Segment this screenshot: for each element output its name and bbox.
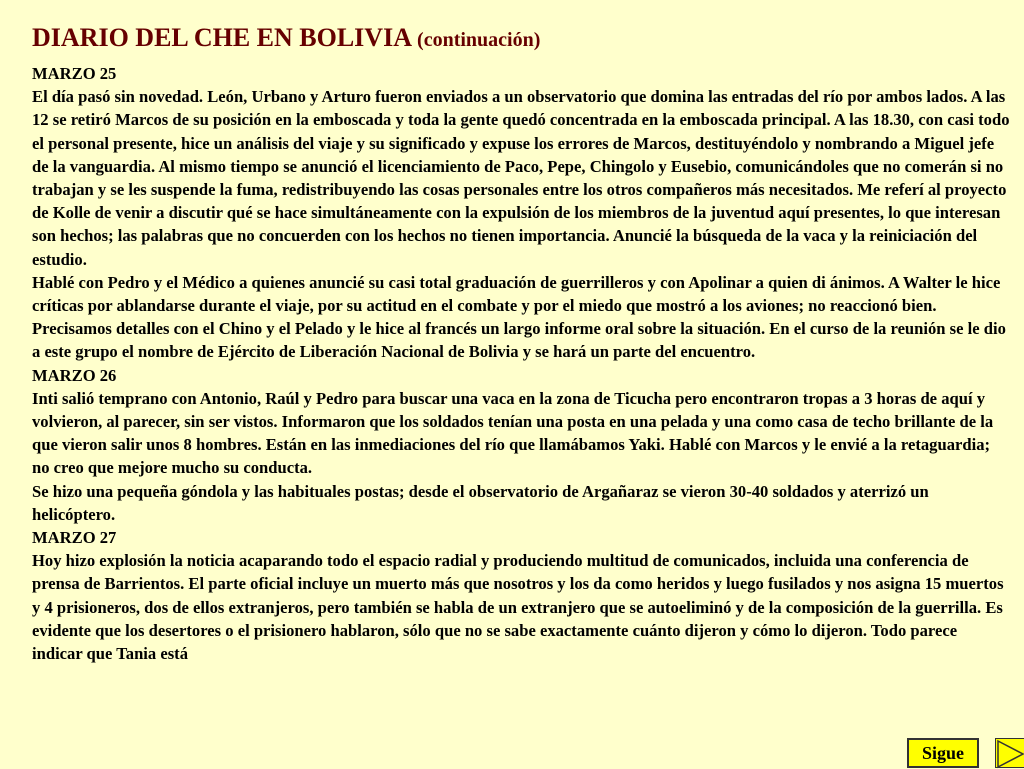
entry-date: MARZO 27 <box>32 528 117 548</box>
next-button[interactable]: Sigue <box>907 738 979 768</box>
slide-content <box>32 22 1010 665</box>
entry-date: MARZO 25 <box>32 64 117 83</box>
title-main: DIARIO DEL CHE EN BOLIVIA <box>32 23 411 52</box>
next-arrow-button[interactable] <box>995 738 1024 768</box>
entry-paragraph: Hoy hizo explosión la noticia acaparando todo el espacio radial y produciendo multitud de comunicados, incluida una conferencia de prensa de Barrientos. El parte oficial incluye un muerto más que nosotros y los da como heridos y luego fusilados y nos asigna 15 muertos y 4 prisioneros, dos de ellos extranjeros, pero también se habla de un extranjero que se autoeliminó y de la composición de la guerrilla. Es evidente que los desertores o el prisionero hablaron, sólo que no se sabe exactamente cuánto dijeron y cómo lo dijeron. Todo parece indicar que Tania está <box>32 551 1004 664</box>
diary-text <box>32 62 1010 665</box>
title-subtitle: (continuación) <box>417 29 541 51</box>
entry-paragraph: Inti salió temprano con Antonio, Raúl y Pedro para buscar una vaca en la zona de Ticucha pero encontraron tropas a 3 horas de aquí y volvieron, al parecer, sin ser vistos. Informaron que los soldados tenían una posta en una pelada y una como casa de techo brillante de la que vieron salir unos 8 hombres. Están en las inmediaciones del río que llamábamos Yaki. Hablé con Marcos y le envié a la retaguardia; no creo que mejore mucho su conducta. <box>32 388 994 478</box>
entry-paragraph: Se hizo una pequeña góndola y las habituales postas; desde el observatorio de Argañaraz se vieron 30-40 soldados y aterrizó un helicóptero. <box>32 481 929 524</box>
entry-paragraph: El día pasó sin novedad. León, Urbano y Arturo fueron enviados a un observatorio que domina las entradas del río por ambos lados. A las 12 se retiró Marcos de su posición en la emboscada y toda la gente quedó concentrada en la emboscada principal. A las 18.30, con casi todo el personal presente, hice un análisis del viaje y su significado y expuse los errores de Marcos, destituyéndolo y nombrando a Miguel jefe de la vanguardia. Al mismo tiempo se anunció el licenciamiento de Paco, Pepe, Chingolo y Eusebio, comunicándoles que no comerán si no trabajan y se les suspende la fuma, redistribuyendo las cosas personales entre los otros compañeros más necesitados. Me referí al proyecto de Kolle de venir a discutir qué se hace simultáneamente con la expulsión de los miembros de la juventud aquí presentes, lo que interesan son hechos; las palabras que no concuerden con los hechos no tienen importancia. Anuncié la búsqueda de la vaca y la reiniciación del estudio. <box>32 87 1010 269</box>
entry-paragraph: Hablé con Pedro y el Médico a quienes anuncié su casi total graduación de guerrilleros y con Apolinar a quien di ánimos. A Walter le hice críticas por ablandarse durante el viaje, por su actitud en el combate y por el miedo que mostró a los aviones; no reaccionó bien. Precisamos detalles con el Chino y el Pelado y le hice al francés un largo informe oral sobre la situación. En el curso de la reunión se le dio a este grupo el nombre de Ejército de Liberación Nacional de Bolivia y se hará un parte del encuentro. <box>32 272 1006 362</box>
entry-date: MARZO 26 <box>32 365 117 385</box>
page-title <box>32 22 1010 56</box>
chevron-right-icon <box>996 739 1024 769</box>
